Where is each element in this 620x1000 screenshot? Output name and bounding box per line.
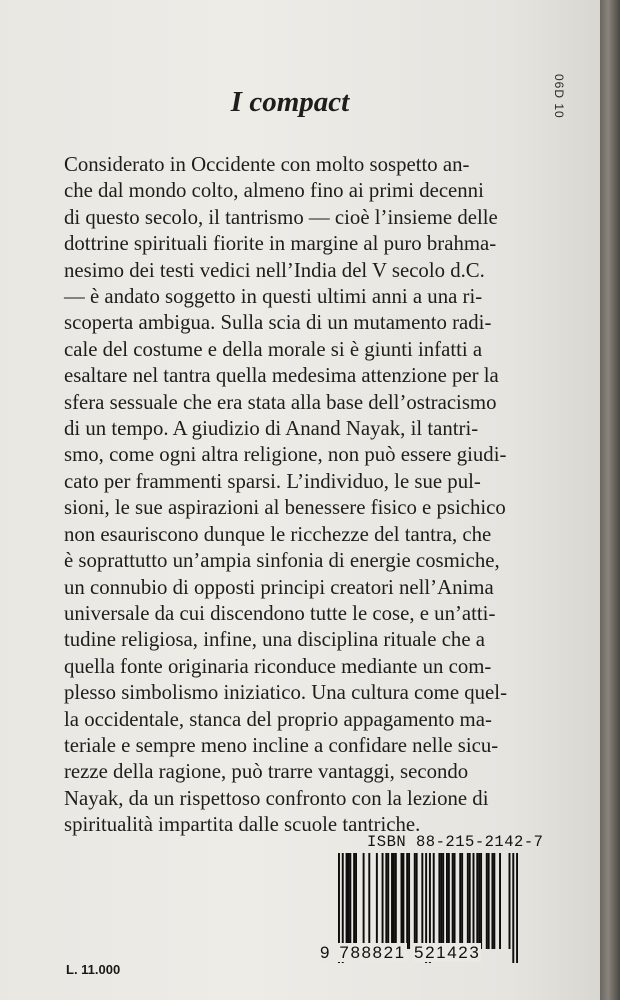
blurb-line: nesimo dei testi vedici nell’India del V secolo d.C.: [64, 258, 485, 282]
blurb-line: Nayak, da un rispettoso confronto con la lezione di: [64, 786, 489, 810]
catalog-code: 06D 10: [552, 74, 566, 119]
barcode-guard-bar: [516, 853, 518, 963]
barcode-bar: [499, 853, 501, 949]
barcode-digits-left: 788821: [339, 943, 406, 962]
barcode-bar: [421, 853, 423, 949]
barcode-bar: [488, 853, 490, 949]
barcode-bar: [448, 853, 450, 949]
barcode-bar: [452, 853, 454, 949]
barcode-bar: [355, 853, 357, 949]
blurb-line: Considerato in Occidente con molto sospetto an-: [64, 153, 470, 176]
barcode-bar: [440, 853, 442, 949]
blurb-line: — è andato soggetto in questi ultimi anni a una ri-: [64, 285, 483, 309]
price-label: L. 11.000: [66, 962, 121, 977]
blurb-line: un connubio di opposti principi creatori nell’Anima: [64, 575, 494, 599]
barcode-bar: [401, 853, 403, 949]
barcode-bar: [363, 853, 365, 949]
barcode-bar: [353, 853, 355, 949]
barcode-bar: [406, 853, 408, 949]
blurb-line: spiritualità impartita dalle scuole tantriche.: [64, 813, 421, 837]
barcode-bar: [382, 853, 384, 949]
barcode-bar: [454, 853, 456, 949]
barcode-bar: [491, 853, 493, 949]
blurb-line: di questo secolo, il tantrismo — cioè l’insieme delle: [64, 205, 498, 229]
barcode-bar: [347, 853, 349, 949]
barcode-bar: [486, 853, 488, 949]
blurb-line: smo, come ogni altra religione, non può essere giudi-: [64, 443, 507, 467]
blurb-line: scoperta ambigua. Sulla scia di un mutamento radi-: [64, 311, 492, 335]
blurb-line: la occidentale, stanca del proprio appagamento ma-: [64, 707, 492, 731]
barcode-bar: [402, 853, 404, 949]
blurb-line: tudine religiosa, infine, una disciplina rituale che a: [64, 628, 485, 652]
barcode-digit-first: 9: [320, 943, 332, 962]
barcode-bar: [478, 853, 480, 949]
barcode-bar: [408, 853, 410, 949]
blurb-line: dottrine spirituali fiorite in margine al puro brahma-: [64, 232, 497, 256]
blurb-line: è soprattutto un’ampia sinfonia di energie cosmiche,: [64, 549, 500, 573]
barcode-bar: [346, 853, 348, 949]
barcode-bar: [416, 853, 418, 949]
barcode-bar: [480, 853, 482, 949]
barcode-bar: [438, 853, 440, 949]
barcode-bar: [446, 853, 448, 949]
blurb-line: esaltare nel tantra quella medesima attenzione per la: [64, 364, 499, 388]
blurb-line: sioni, le sue aspirazioni al benessere fisico e psichico: [64, 496, 506, 520]
barcode-digits-right: 521423: [414, 943, 481, 962]
barcode-bar: [469, 853, 471, 949]
spine-edge: [600, 0, 620, 1000]
barcode-bar: [393, 853, 395, 949]
blurb-line: quella fonte originaria riconduce mediante un com-: [64, 654, 492, 678]
barcode-bar: [385, 853, 387, 949]
barcode-bar: [368, 853, 370, 949]
barcode-bar: [349, 853, 351, 949]
barcode-bar: [476, 853, 478, 949]
blurb-text: [64, 152, 559, 839]
isbn-label: ISBN 88-215-2142-7: [367, 833, 544, 851]
barcode-bar: [387, 853, 389, 949]
blurb-line: teriale e sempre meno incline a confidare nelle sicu-: [64, 733, 499, 757]
barcode-guard-bar: [512, 853, 514, 963]
blurb-line: non esauriscono dunque le ricchezze del tantra, che: [64, 522, 492, 546]
blurb-line: sfera sessuale che era stata alla base dell’ostracismo: [64, 390, 497, 414]
blurb-line: universale da cui discendono tutte le cose, e un’atti-: [64, 601, 496, 625]
barcode-bar: [433, 853, 435, 949]
barcode-bar: [376, 853, 378, 949]
barcode-bar: [467, 853, 469, 949]
barcode-number: [319, 943, 481, 963]
barcode-bar: [461, 853, 463, 949]
barcode-bar: [473, 853, 475, 949]
barcode-bar: [395, 853, 397, 949]
blurb-line: cato per frammenti sparsi. L’individuo, le sue pul-: [64, 469, 481, 493]
blurb-line: che dal mondo colto, almeno fino ai primi decenni: [64, 179, 484, 203]
barcode-bar: [459, 853, 461, 949]
blurb-line: plesso simbolismo iniziatico. Una cultura come quel-: [64, 681, 507, 705]
barcode-bar: [493, 853, 495, 949]
barcode-bar: [509, 853, 511, 949]
blurb-line: di un tempo. A giudizio di Anand Nayak, il tantri-: [64, 417, 479, 441]
blurb-line: cale del costume e della morale si è giunti infatti a: [64, 337, 483, 361]
blurb-line: rezze della ragione, può trarre vantaggi, secondo: [64, 760, 469, 784]
barcode-bar: [414, 853, 416, 949]
barcode-bar: [391, 853, 393, 949]
series-title: I compact: [230, 86, 350, 118]
barcode-bar: [442, 853, 444, 949]
